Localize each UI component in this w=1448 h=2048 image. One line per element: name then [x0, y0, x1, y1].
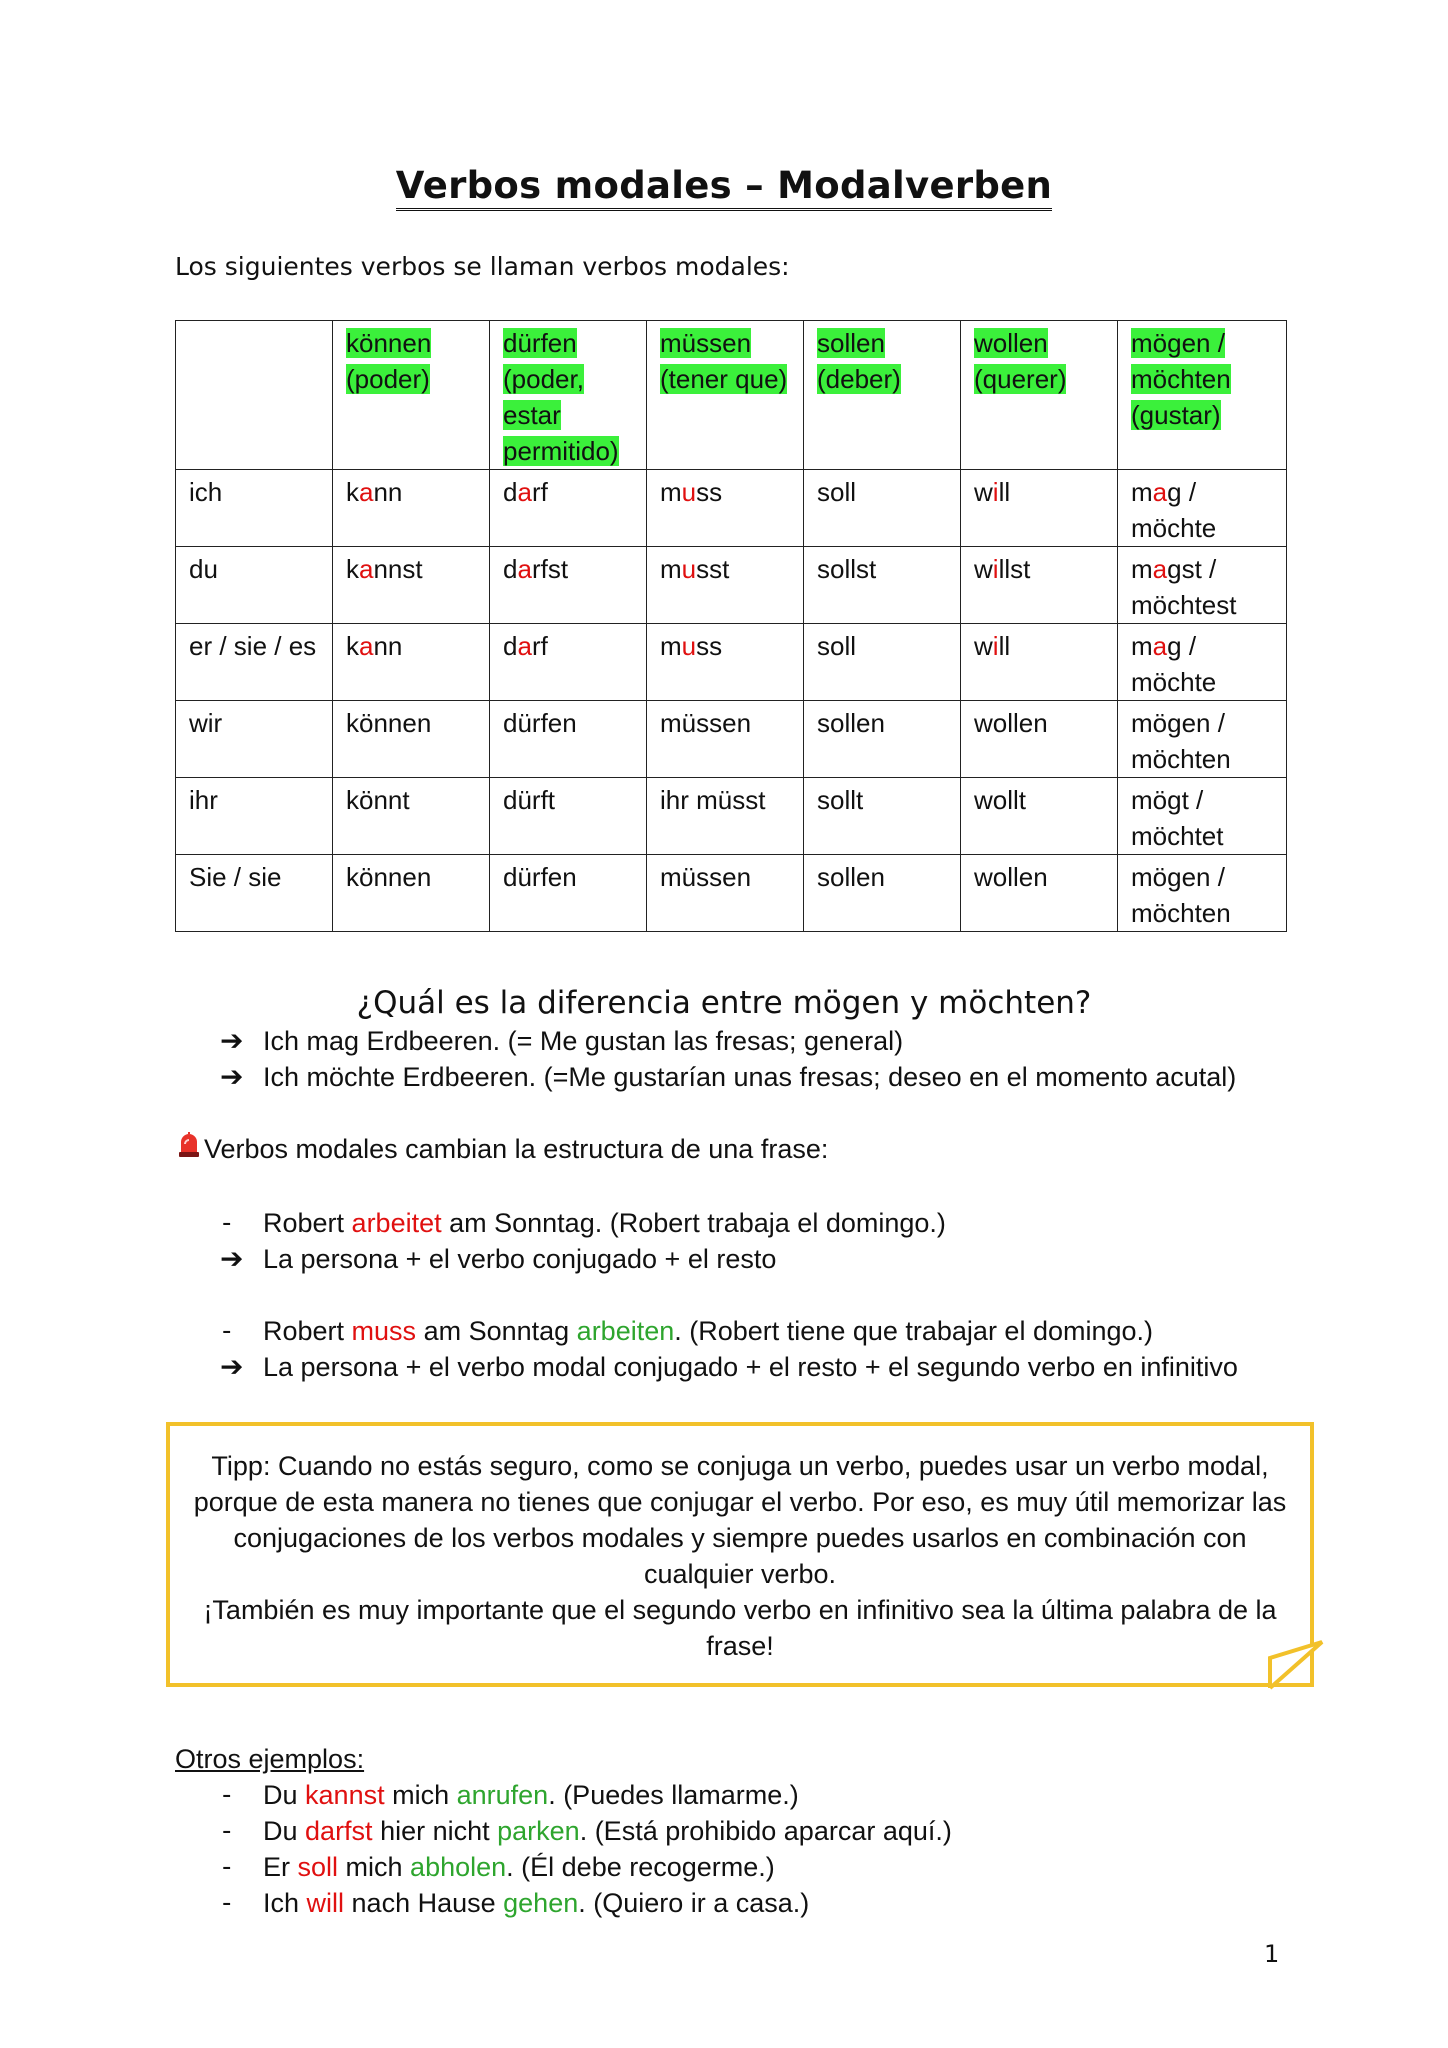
table-cell: muss [647, 470, 804, 547]
table-cell: will [961, 470, 1118, 547]
table-header-row [176, 321, 1287, 470]
arrow-icon: ➔ [220, 1242, 244, 1275]
structure-example-2: Robert muss am Sonntag arbeiten. (Robert tiene que trabajar el domingo.) [263, 1316, 1154, 1346]
table-cell: dürfen [490, 701, 647, 778]
conjugation-table [175, 320, 1287, 932]
table-cell: mögen / möchten [1118, 701, 1287, 778]
table-cell: will [961, 624, 1118, 701]
table-cell: willst [961, 547, 1118, 624]
table-cell: sollst [804, 547, 961, 624]
table-cell: kannst [333, 547, 490, 624]
vowel-highlight: a [517, 631, 532, 661]
vowel-highlight: a [1152, 631, 1168, 661]
arrow-icon: ➔ [220, 1350, 244, 1383]
table-cell: darfst [490, 547, 647, 624]
table-cell: darf [490, 470, 647, 547]
header-cell [176, 321, 333, 470]
dash-bullet: - [222, 1208, 232, 1238]
table-cell: können [333, 701, 490, 778]
dash-bullet: - [222, 1852, 232, 1882]
header-cell: wollen (querer) [961, 321, 1118, 470]
vowel-highlight: u [681, 631, 697, 661]
dash-bullet: - [222, 1816, 232, 1846]
others-heading: Otros ejemplos: [175, 1744, 365, 1774]
table-cell: kann [333, 624, 490, 701]
table-cell: dürfen [490, 855, 647, 932]
table-cell: dürft [490, 778, 647, 855]
table-cell: du [176, 547, 333, 624]
vowel-highlight: u [681, 477, 697, 507]
table-cell: müssen [647, 701, 804, 778]
vowel-highlight: a [1152, 477, 1168, 507]
tip-paragraph: Tipp: Cuando no estás seguro, como se conjuga un verbo, puedes usar un verbo modal, porque de esta manera no tienes que conjugar el verbo. Por eso, es muy útil memorizar las conjugaciones de los verbos modales y siempre puedes usarlos en combinación con cualquier verbo. [193, 1451, 1287, 1589]
page-number: 1 [1264, 1940, 1280, 1968]
table-cell: wollen [961, 701, 1118, 778]
structure-heading: Verbos modales cambian la estructura de una frase: [204, 1134, 829, 1164]
arrow-icon: ➔ [220, 1024, 244, 1057]
difference-title: ¿Quál es la diferencia entre mögen y möchten? [356, 985, 1092, 1021]
table-cell: mögen / möchten [1118, 855, 1287, 932]
table-cell: mag / möchte [1118, 470, 1287, 547]
table-cell: Sie / sie [176, 855, 333, 932]
table-cell: müssen [647, 855, 804, 932]
table-cell: ihr [176, 778, 333, 855]
dash-bullet: - [222, 1316, 232, 1346]
table-cell: können [333, 855, 490, 932]
vowel-highlight: i [992, 554, 999, 584]
vowel-highlight: a [1152, 554, 1168, 584]
table-row [176, 624, 1287, 701]
page-title: Verbos modales – Modalverben [0, 164, 1448, 207]
table-cell: sollt [804, 778, 961, 855]
intro-text: Los siguientes verbos se llaman verbos modales: [175, 252, 790, 281]
table-cell: ihr müsst [647, 778, 804, 855]
table-row [176, 547, 1287, 624]
table-cell: sollen [804, 701, 961, 778]
table-row [176, 778, 1287, 855]
difference-item: Ich möchte Erdbeeren. (=Me gustarían unas fresas; deseo en el momento acutal) [263, 1062, 1237, 1092]
table-cell: darf [490, 624, 647, 701]
example-item: Du darfst hier nicht parken. (Está prohibido aparcar aquí.) [263, 1816, 952, 1846]
vowel-highlight: i [992, 631, 999, 661]
vowel-highlight: a [359, 631, 374, 661]
tip-text [180, 1448, 1300, 1664]
vowel-highlight: a [517, 554, 532, 584]
table-cell: mögt / möchtet [1118, 778, 1287, 855]
example-item: Du kannst mich anrufen. (Puedes llamarme.) [263, 1780, 799, 1810]
table-row [176, 470, 1287, 547]
header-cell: mögen / möchten (gustar) [1118, 321, 1287, 470]
table-cell: könnt [333, 778, 490, 855]
vowel-highlight: u [681, 554, 697, 584]
table-row [176, 701, 1287, 778]
table-cell: er / sie / es [176, 624, 333, 701]
dash-bullet: - [222, 1888, 232, 1918]
table-cell: wollt [961, 778, 1118, 855]
difference-item: Ich mag Erdbeeren. (= Me gustan las fresas; general) [263, 1026, 904, 1056]
table-cell: ich [176, 470, 333, 547]
example-item: Er soll mich abholen. (Él debe recogerme.) [263, 1852, 775, 1882]
vowel-highlight: a [517, 477, 532, 507]
tip-paragraph: ¡También es muy importante que el segundo verbo en infinitivo sea la última palabra de la frase! [203, 1595, 1277, 1661]
structure-example-1: Robert arbeitet am Sonntag. (Robert trabaja el domingo.) [263, 1208, 946, 1238]
table-cell: wollen [961, 855, 1118, 932]
dash-bullet: - [222, 1780, 232, 1810]
header-cell: sollen (deber) [804, 321, 961, 470]
vowel-highlight: a [359, 554, 374, 584]
table-cell: muss [647, 624, 804, 701]
table-cell: mag / möchte [1118, 624, 1287, 701]
table-cell: kann [333, 470, 490, 547]
structure-rule-2: La persona + el verbo modal conjugado + el resto + el segundo verbo en infinitivo [263, 1352, 1238, 1382]
table-cell: magst / möchtest [1118, 547, 1287, 624]
table-cell: soll [804, 470, 961, 547]
header-cell: dürfen (poder, estar permitido) [490, 321, 647, 470]
example-item: Ich will nach Hause gehen. (Quiero ir a casa.) [263, 1888, 810, 1918]
siren-icon [178, 1132, 200, 1158]
table-cell: soll [804, 624, 961, 701]
table-row [176, 855, 1287, 932]
header-cell: müssen (tener que) [647, 321, 804, 470]
vowel-highlight: a [359, 477, 374, 507]
table-cell: wir [176, 701, 333, 778]
arrow-icon: ➔ [220, 1060, 244, 1093]
structure-rule-1: La persona + el verbo conjugado + el resto [263, 1244, 777, 1274]
table-cell: sollen [804, 855, 961, 932]
vowel-highlight: i [992, 477, 999, 507]
table-cell: musst [647, 547, 804, 624]
header-cell: können (poder) [333, 321, 490, 470]
